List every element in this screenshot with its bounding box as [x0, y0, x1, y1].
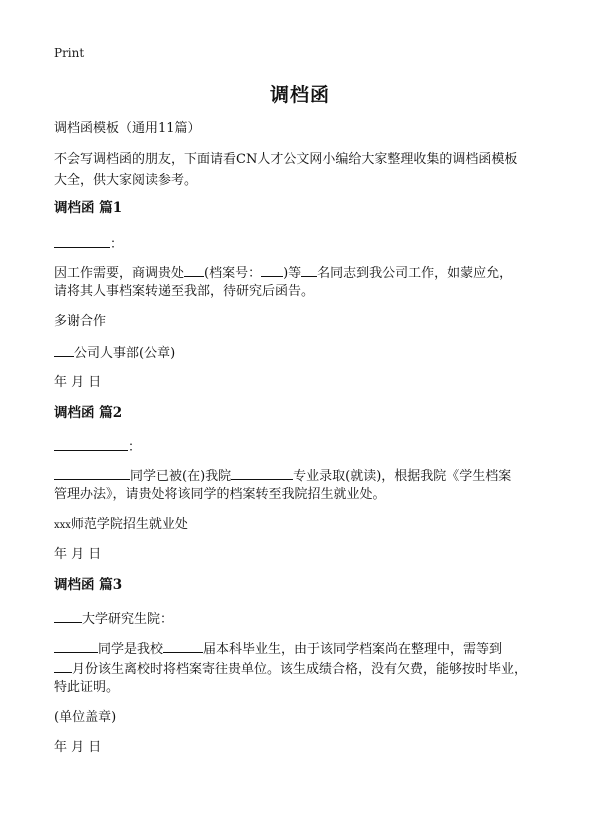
salutation-colon: ：	[110, 237, 124, 252]
salutation-text: 大学研究生院：	[82, 612, 174, 627]
body-text: 同学已被(在)我院	[130, 469, 232, 484]
signature-text: 公司人事部(公章)	[74, 346, 176, 361]
body-text: 名同志到我公司工作，如蒙应允，	[317, 266, 513, 281]
blank-line	[54, 436, 128, 451]
section-3-stamp: (单位盖章)	[54, 710, 117, 725]
section-2-salutation	[54, 436, 554, 458]
signature-text: 师范学院招生就业处	[70, 517, 188, 532]
body-text: 月份该生离校时将档案寄往贵单位。该生成绩合格，没有欠费，能够按时毕业，	[72, 662, 528, 677]
blank-line	[184, 262, 204, 277]
body-text: 专业录取(就读)，根据我院《学生档案	[293, 469, 512, 484]
blank-line	[301, 262, 317, 277]
subtitle: 调档函模板（通用11篇）	[54, 121, 201, 136]
section-2-signature	[54, 514, 554, 536]
document-title: 调档函	[269, 84, 330, 106]
intro-line-2: 大全，供大家阅读参考。	[54, 173, 198, 188]
body-text: 届本科毕业生，由于该同学档案尚在整理中，需等到	[203, 642, 503, 657]
section-1-body-line-2: 请将其人事档案转递至我部，待研究后函告。	[54, 284, 315, 299]
section-1-salutation	[54, 233, 554, 255]
section-1-thanks: 多谢合作	[54, 314, 107, 329]
section-3-heading: 调档函 篇3	[54, 577, 123, 593]
intro-line-1: 不会写调档函的朋友，下面请看CN人才公文网小编给大家整理收集的调档函模板	[54, 152, 518, 167]
section-2-body-line-2: 管理办法》，请贵处将该同学的档案转至我院招生就业处。	[54, 487, 386, 502]
body-text: )等	[283, 266, 302, 281]
section-3-date: 年 月 日	[54, 740, 102, 755]
blank-line	[261, 262, 283, 277]
blank-line	[54, 342, 74, 357]
blank-line	[54, 608, 82, 623]
blank-line	[163, 638, 203, 653]
blank-line	[54, 638, 98, 653]
section-1-heading: 调档函 篇1	[54, 200, 123, 216]
blank-line	[54, 465, 130, 480]
section-2-heading: 调档函 篇2	[54, 405, 123, 421]
section-3-body-line-1	[54, 638, 554, 660]
salutation-colon: ：	[128, 440, 142, 455]
blank-line	[54, 233, 110, 248]
print-link[interactable]: Print	[54, 46, 85, 60]
section-3-salutation	[54, 608, 554, 630]
section-1-signature	[54, 342, 554, 364]
blank-line	[231, 465, 293, 480]
section-2-date: 年 月 日	[54, 547, 102, 562]
blank-line	[54, 658, 72, 673]
signature-prefix: xxx	[54, 520, 71, 531]
section-1-date: 年 月 日	[54, 375, 102, 390]
body-text: (档案号：	[204, 266, 262, 281]
body-text: 因工作需要，商调贵处	[54, 266, 185, 281]
section-3-body-line-3: 特此证明。	[54, 680, 120, 695]
body-text: 同学是我校	[98, 642, 164, 657]
